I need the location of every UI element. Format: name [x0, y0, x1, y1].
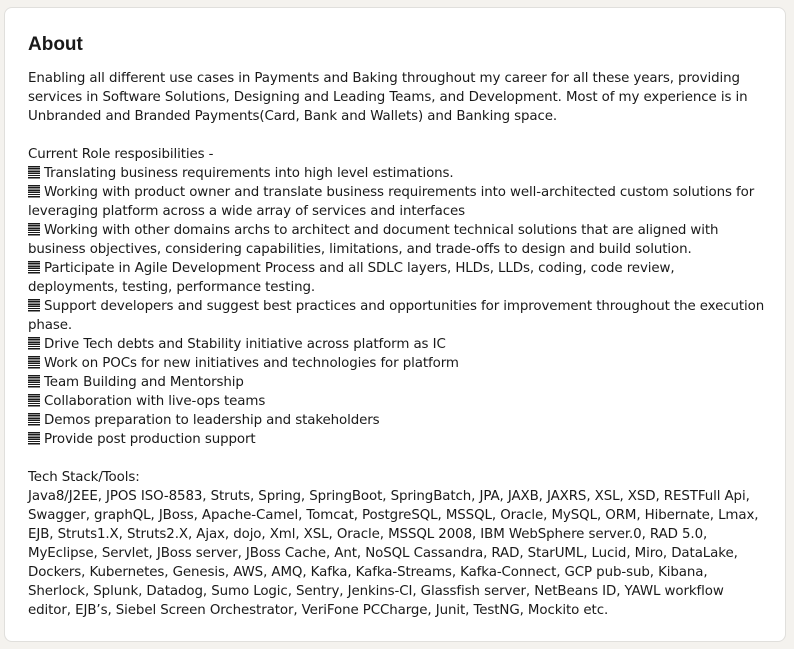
responsibility-item: [28, 354, 768, 373]
list-bullet-icon: [28, 166, 40, 179]
list-bullet-icon: [28, 394, 40, 407]
spacer: [28, 449, 768, 468]
list-bullet-icon: [28, 261, 40, 274]
responsibility-text: Working with product owner and translate business requirements into well-architected custom solutions for leveraging platform across a wide array of services and interfaces: [28, 185, 755, 219]
about-text: [28, 69, 768, 620]
responsibility-item: [28, 392, 768, 411]
responsibility-text: Team Building and Mentorship: [44, 375, 244, 390]
role-heading: Current Role resposibilities -: [28, 147, 214, 162]
responsibility-item: [28, 183, 768, 221]
responsibility-text: Translating business requirements into high level estimations.: [44, 166, 454, 181]
tech-stack-text: Java8/J2EE, JPOS ISO-8583, Struts, Spring, SpringBoot, SpringBatch, JPA, JAXB, JAXRS, XSL, XSD, RESTFull Api, Swagger, graphQL, JBoss, Apache-Camel, Tomcat, PostgreSQL, MSSQL, Oracle, MySQL, ORM, Hibernate, Lmax, EJB, Struts1.X, Struts2.X, Ajax, dojo, Xml, XSL, Oracle, MSSQL 2008, IBM WebSphere server.0, RAD 5.0, MyEclipse, Servlet, JBoss server, JBoss Cache, Ant, NoSQL Cassandra, RAD, StarUML, Lucid, Miro, DataLake, Dockers, Kubernetes, Genesis, AWS, AMQ, Kafka, Kafka-Streams, Kafka-Connect, GCP pub-sub, Kibana, Sherlock, Splunk, Datadog, Sumo Logic, Sentry, Jenkins-CI, Glassfish server, NetBeans ID, YAWL workflow editor, EJB’s, Siebel Screen Orchestrator, VeriFone PCCharge, Junit, TestNG, Mockito etc.: [28, 489, 759, 618]
responsibility-item: [28, 335, 768, 354]
list-bullet-icon: [28, 356, 40, 369]
responsibility-item: [28, 373, 768, 392]
responsibility-text: Drive Tech debts and Stability initiative across platform as IC: [44, 337, 446, 352]
responsibility-item: [28, 411, 768, 430]
responsibility-text: Work on POCs for new initiatives and technologies for platform: [44, 356, 459, 371]
responsibility-item: [28, 221, 768, 259]
list-bullet-icon: [28, 375, 40, 388]
list-bullet-icon: [28, 223, 40, 236]
responsibility-item: [28, 259, 768, 297]
intro-paragraph: Enabling all different use cases in Payments and Baking throughout my career for all these years, providing services in Software Solutions, Designing and Leading Teams, and Development. Most of my experience is in Unbranded and Branded Payments(Card, Bank and Wallets) and Banking space.: [28, 71, 748, 124]
list-bullet-icon: [28, 299, 40, 312]
section-title: About: [28, 34, 83, 55]
responsibility-text: Support developers and suggest best practices and opportunities for improvement throughout the execution phase.: [28, 299, 765, 333]
responsibility-text: Participate in Agile Development Process and all SDLC layers, HLDs, LLDs, coding, code review, deployments, testing, performance testing.: [28, 261, 675, 295]
list-bullet-icon: [28, 413, 40, 426]
responsibility-text: Demos preparation to leadership and stakeholders: [44, 413, 380, 428]
list-bullet-icon: [28, 337, 40, 350]
responsibility-text: Working with other domains archs to architect and document technical solutions that are aligned with business objectives, considering capabilities, limitations, and trade-offs to design and build solution.: [28, 223, 719, 257]
spacer: [28, 126, 768, 145]
list-bullet-icon: [28, 432, 40, 445]
responsibility-item: [28, 430, 768, 449]
responsibility-text: Collaboration with live-ops teams: [44, 394, 266, 409]
about-card: [4, 7, 786, 642]
tech-heading: Tech Stack/Tools:: [28, 470, 140, 485]
responsibility-item: [28, 297, 768, 335]
responsibility-text: Provide post production support: [44, 432, 256, 447]
responsibility-item: [28, 164, 768, 183]
list-bullet-icon: [28, 185, 40, 198]
